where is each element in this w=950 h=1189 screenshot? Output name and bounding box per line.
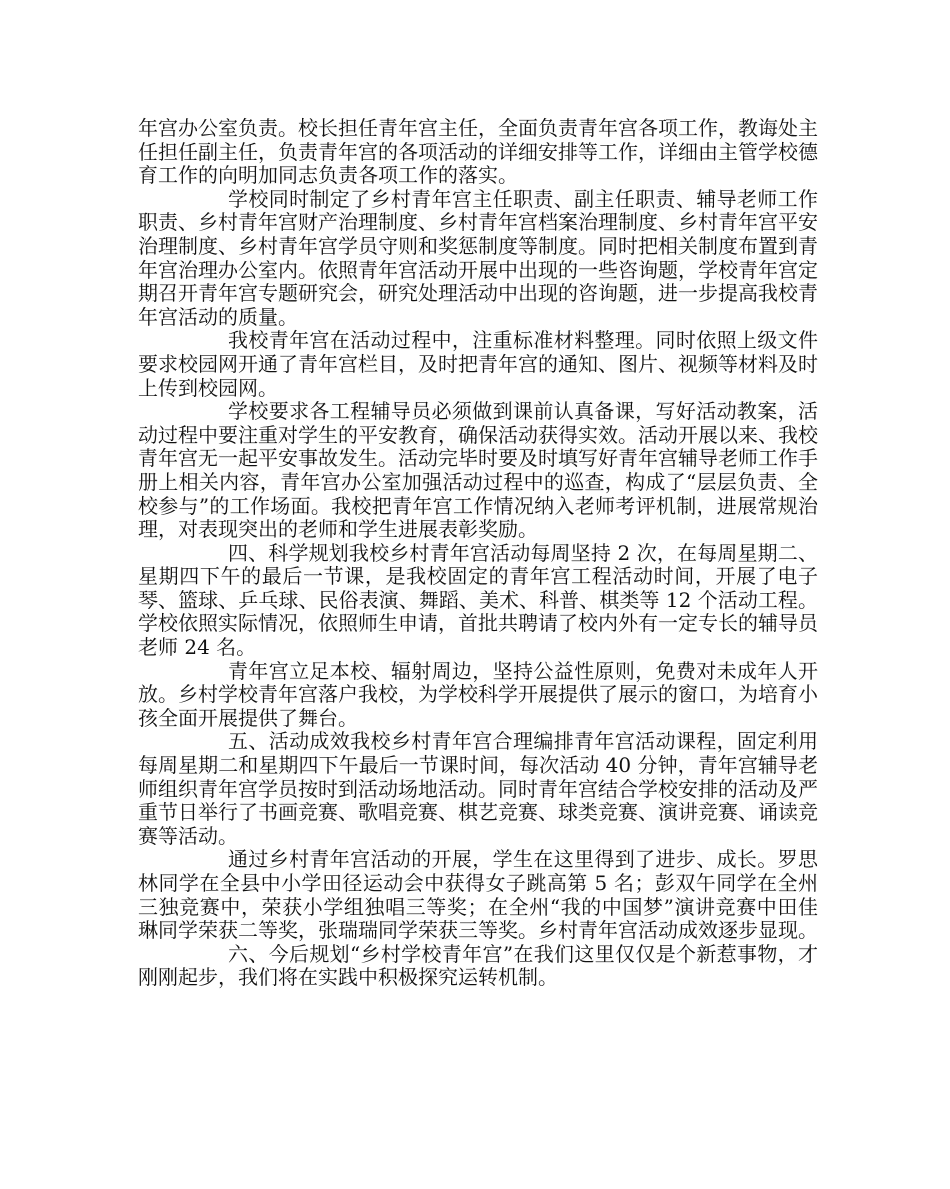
paragraph: 学校要求各工程辅导员必须做到课前认真备课，写好活动教案，活动过程中要注重对学生的平安教育，确保活动获得实效。活动开展以来、我校青年宫无一起平安事故发生。活动完毕时要及时填写好青年宫辅导老师工作手册上相关内容，青年宫办公室加强活动过程中的巡查，构成了“层层负责、全校参与”的工作场面。我校把青年宫工作情况纳入老师考评机制，进展常规治理，对表现突出的老师和学生进展表彰奖励。 xyxy=(138,399,818,542)
paragraph: 年宫办公室负责。校长担任青年宫主任，全面负责青年宫各项工作，教诲处主任担任副主任，负责青年宫的各项活动的详细安排等工作，详细由主管学校德育工作的向明加同志负责各项工作的落实。 xyxy=(138,116,818,188)
paragraph: 六、今后规划“乡村学校青年宫”在我们这里仅仅是个新惹事物，才刚刚起步，我们将在实践中积极探究运转机制。 xyxy=(138,941,818,990)
paragraph: 学校同时制定了乡村青年宫主任职责、副主任职责、辅导老师工作职责、乡村青年宫财产治理制度、乡村青年宫档案治理制度、乡村青年宫平安治理制度、乡村青年宫学员守则和奖惩制度等制度。同时把相关制度布置到青年宫治理办公室内。依照青年宫活动开展中出现的一些咨询题，学校青年宫定期召开青年宫专题研究会，研究处理活动中出现的咨询题，进一步提高我校青年宫活动的质量。 xyxy=(138,186,818,329)
paragraph: 我校青年宫在活动过程中，注重标准材料整理。同时依照上级文件要求校园网开通了青年宫栏目，及时把青年宫的通知、图片、视频等材料及时上传到校园网。 xyxy=(138,328,818,400)
paragraph: 四、科学规划我校乡村青年宫活动每周坚持 2 次，在每周星期二、星期四下午的最后一节课，是我校固定的青年宫工程活动时间，开展了电子琴、篮球、乒乓球、民俗表演、舞蹈、美术、科普、棋类等 12 个活动工程。学校依照实际情况，依照师生申请，首批共聘请了校内外有一定专长的辅导员老师 24 名。 xyxy=(138,540,818,660)
paragraph: 青年宫立足本校、辐射周边，坚持公益性原则，免费对未成年人开放。乡村学校青年宫落户我校，为学校科学开展提供了展示的窗口，为培育小孩全面开展提供了舞台。 xyxy=(138,658,818,730)
paragraph: 通过乡村青年宫活动的开展，学生在这里得到了进步、成长。罗思林同学在全县中小学田径运动会中获得女子跳高第 5 名；彭双午同学在全州三独竞赛中，荣获小学组独唱三等奖；在全州“我的中国梦”演讲竞赛中田佳琳同学荣获二等奖，张瑞瑞同学荣获三等奖。乡村青年宫活动成效逐步显现。 xyxy=(138,847,818,943)
document-page xyxy=(138,117,818,990)
paragraph: 五、活动成效我校乡村青年宫合理编排青年宫活动课程，固定利用每周星期二和星期四下午最后一节课时间，每次活动 40 分钟，青年宫辅导老师组织青年宫学员按时到活动场地活动。同时青年宫结合学校安排的活动及严重节日举行了书画竞赛、歌唱竞赛、棋艺竞赛、球类竞赛、演讲竞赛、诵读竞赛等活动。 xyxy=(138,729,818,848)
